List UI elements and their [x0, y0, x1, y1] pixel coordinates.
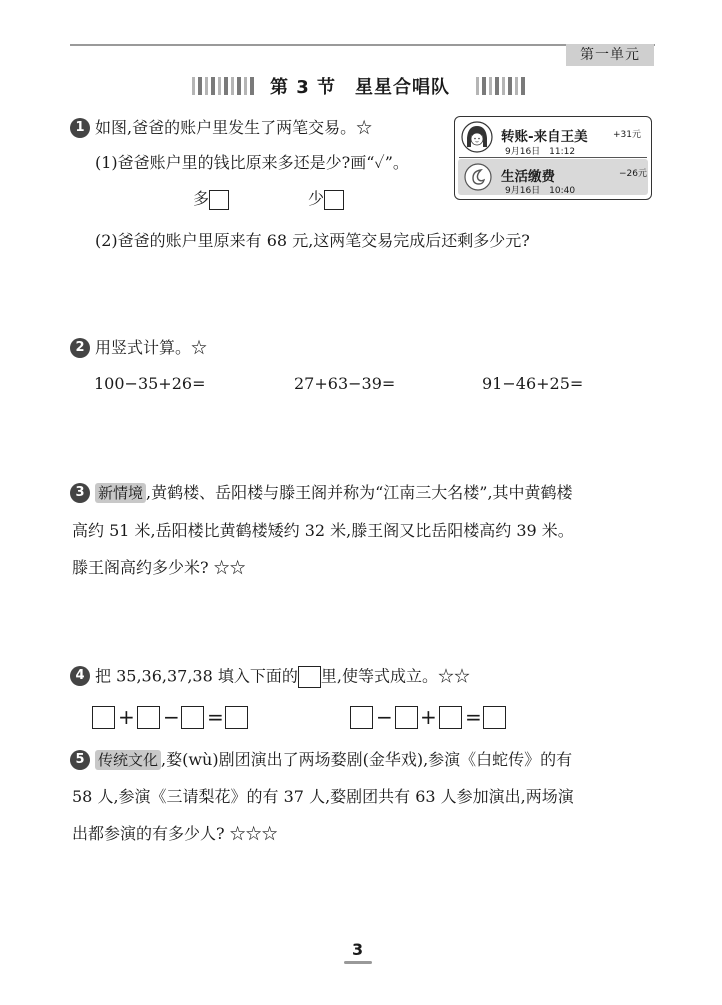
q5-line-3: 出都参演的有多少人? ☆☆☆ — [72, 824, 278, 843]
transaction-2-title: 生活缴费 — [501, 169, 555, 185]
q2-expr-1: 100−35+26= — [94, 374, 206, 393]
transaction-1-date: 9月16日 11:12 — [505, 147, 576, 157]
q5-line-2: 58 人,参演《三请梨花》的有 37 人,婺剧团共有 63 人参加演出,两场演 — [72, 787, 574, 806]
question-number-1: 1 — [70, 118, 90, 138]
q5-line-1-text: ,婺(wù)剧团演出了两场婺剧(金华戏),参演《白蛇传》的有 — [161, 750, 573, 769]
question-number-3: 3 — [70, 483, 90, 503]
eq1-box-1[interactable] — [92, 706, 115, 729]
eq2-op-2: + — [420, 705, 437, 729]
transaction-card — [454, 116, 652, 200]
eq2-box-3[interactable] — [439, 706, 462, 729]
eq1-box-3[interactable] — [181, 706, 204, 729]
q1-stem: 如图,爸爸的账户里发生了两笔交易。☆ — [95, 118, 373, 137]
check-box-less[interactable] — [324, 190, 344, 210]
q5-line-1 — [95, 750, 572, 770]
transaction-2-date: 9月16日 10:40 — [505, 186, 576, 196]
q1-sub1: (1)爸爸账户里的钱比原来多还是少?画“✓”。 — [95, 153, 409, 172]
page-number: 3 — [352, 940, 364, 959]
eq1-op-2: − — [163, 705, 180, 729]
eq1-op-3: = — [207, 705, 224, 729]
title-decoration-left — [192, 77, 254, 97]
check-box-more[interactable] — [209, 190, 229, 210]
q4-stem-b: 里,使等式成立。☆☆ — [320, 666, 470, 686]
q1-option-more — [193, 189, 229, 210]
eq2-op-1: − — [376, 705, 393, 729]
option-less-label: 少 — [308, 189, 325, 208]
avatar-girl-icon — [461, 121, 493, 153]
q4-stem-box — [298, 666, 321, 688]
eq2-op-3: = — [465, 705, 482, 729]
eq2-box-1[interactable] — [350, 706, 373, 729]
eq1-box-2[interactable] — [137, 706, 160, 729]
question-number-4: 4 — [70, 666, 90, 686]
page-number-underline — [344, 961, 372, 964]
question-number-5: 5 — [70, 750, 90, 770]
unit-label: 第一单元 — [566, 44, 654, 66]
section-title: 第 3 节 星星合唱队 — [270, 77, 451, 98]
transaction-1-title: 转账-来自王美 — [501, 129, 588, 145]
transaction-divider — [459, 157, 647, 158]
option-more-label: 多 — [193, 189, 210, 208]
q1-option-less — [308, 189, 344, 210]
q3-line-1-text: ,黄鹤楼、岳阳楼与滕王阁并称为“江南三大名楼”,其中黄鹤楼 — [146, 483, 573, 502]
q1-sub2: (2)爸爸的账户里原来有 68 元,这两笔交易完成后还剩多少元? — [95, 231, 530, 250]
utility-payment-icon — [464, 163, 492, 191]
eq2-box-4[interactable] — [483, 706, 506, 729]
q4-stem-a: 把 35,36,37,38 填入下面的 — [95, 666, 298, 686]
question-number-2: 2 — [70, 338, 90, 358]
traditional-culture-tag: 传统文化 — [95, 750, 161, 770]
q4-stem — [95, 666, 470, 688]
eq1-op-1: + — [118, 705, 135, 729]
transaction-1-amount: +31元 — [613, 130, 641, 140]
q3-line-2: 高约 51 米,岳阳楼比黄鹤楼矮约 32 米,滕王阁又比岳阳楼高约 39 米。 — [72, 521, 574, 540]
q2-expr-2: 27+63−39= — [294, 374, 396, 393]
title-decoration-right — [476, 77, 525, 97]
eq1-box-4[interactable] — [225, 706, 248, 729]
eq2-box-2[interactable] — [395, 706, 418, 729]
new-context-tag: 新情境 — [95, 483, 146, 503]
q3-line-1 — [95, 483, 573, 503]
q2-expr-3: 91−46+25= — [482, 374, 584, 393]
q3-line-3: 滕王阁高约多少米? ☆☆ — [72, 558, 246, 577]
transaction-2-amount: −26元 — [619, 169, 647, 179]
q2-stem: 用竖式计算。☆ — [95, 338, 208, 357]
